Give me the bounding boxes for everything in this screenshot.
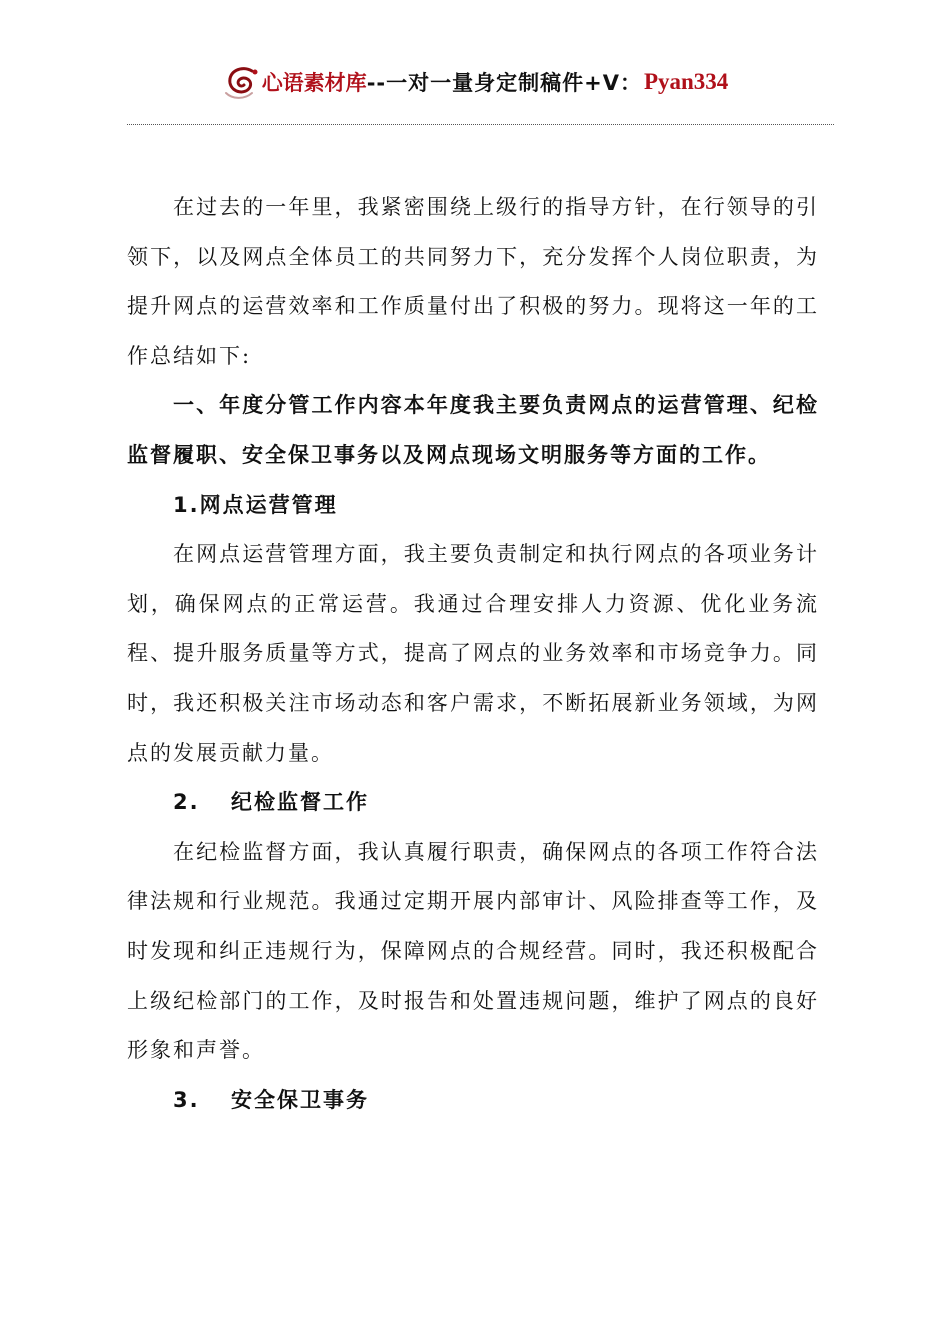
- document-body: [127, 183, 819, 1125]
- subsection-2-heading: [127, 778, 819, 828]
- brand-name: 心语素材库: [261, 71, 367, 95]
- subsection-2-title: 纪检监督工作: [231, 790, 369, 815]
- brand-swirl-logo-icon: [222, 63, 262, 101]
- header-contact: Pyan334: [643, 69, 729, 94]
- header-divider: [127, 124, 834, 125]
- subsection-3-heading: [127, 1076, 819, 1126]
- subsection-1-title: 1.网点运营管理: [173, 492, 338, 517]
- subsection-2-paragraph: 在纪检监督方面，我认真履行职责，确保网点的各项工作符合法律法规和行业规范。我通过定期开展内部审计、风险排查等工作，及时发现和纠正违规行为，保障网点的合规经营。同时，我还积极配合上级纪检部门的工作，及时报告和处置违规问题，维护了网点的良好形象和声誉。: [127, 839, 819, 1063]
- header-tagline: --一对一量身定制稿件+V：: [366, 71, 642, 95]
- intro-paragraph: 在过去的一年里，我紧密围绕上级行的指导方针，在行领导的引领下，以及网点全体员工的共同努力下，充分发挥个人岗位职责，为提升网点的运营效率和工作质量付出了积极的努力。现将这一年的工作总结如下:: [127, 195, 819, 368]
- page-header: [0, 62, 950, 102]
- subsection-2-number: 2.: [173, 790, 200, 815]
- subsection-3-number: 3.: [173, 1087, 200, 1112]
- section-1-heading: 一、年度分管工作内容本年度我主要负责网点的运营管理、纪检监督履职、安全保卫事务以及网点现场文明服务等方面的工作。: [127, 393, 819, 467]
- subsection-1-paragraph: 在网点运营管理方面，我主要负责制定和执行网点的各项业务计划，确保网点的正常运营。我通过合理安排人力资源、优化业务流程、提升服务质量等方式，提高了网点的业务效率和市场竞争力。同时，我还积极关注市场动态和客户需求，不断拓展新业务领域，为网点的发展贡献力量。: [127, 542, 819, 765]
- subsection-3-title: 安全保卫事务: [231, 1087, 369, 1112]
